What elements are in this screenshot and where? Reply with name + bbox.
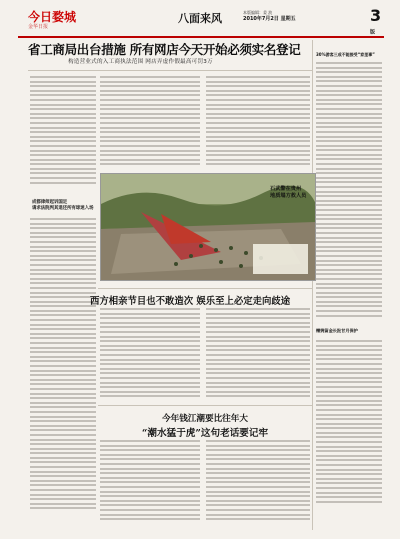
logo-text: 今日婺城 xyxy=(28,10,77,24)
article-headline-variety-show: 西方相亲节目也不敢造次 娱乐至上必定走向歧途 xyxy=(90,296,291,307)
column-divider-right xyxy=(312,40,313,530)
mid-column-b xyxy=(206,308,310,400)
editor-line: 本版编辑：姜 波 xyxy=(243,10,273,15)
mid-column-a xyxy=(100,308,200,400)
article-subheadline-tide: “潮水猛于虎”这句老话要记牢 xyxy=(141,428,269,439)
section-name: 八面来风 xyxy=(178,12,222,25)
masthead-info xyxy=(243,10,363,22)
bottom-column-a xyxy=(100,440,200,523)
mid-rule xyxy=(98,405,312,406)
sub-headline: 构造营业式的入工商执法范围 网店弄虚作假最高可罚3万 xyxy=(68,59,213,65)
page-number: $3^版$ xyxy=(370,6,382,36)
main-headline: 省工商局出台措施 所有网店今天开始必须实名登记 xyxy=(28,42,301,57)
photo-caption: 石武警在贵州 地质塌方救人员 xyxy=(270,186,307,199)
newspaper-logo xyxy=(28,8,78,28)
masthead xyxy=(18,6,384,38)
left-column-text-2 xyxy=(30,218,96,512)
right-column-text-2 xyxy=(316,340,382,505)
issue-date: 2010年7月2日 星期五 xyxy=(243,16,296,22)
headline-rule xyxy=(28,70,312,71)
left-column-text xyxy=(30,76,96,186)
center-column-a xyxy=(100,76,200,168)
bottom-column-b xyxy=(206,440,310,523)
photo-rule xyxy=(98,288,312,289)
right-article-headline-1: 30%游客三成不能接受“家里事” xyxy=(316,52,375,57)
right-column-text xyxy=(316,62,382,319)
logo-subtext: 金华日报 xyxy=(28,24,49,30)
left-article-headline: 成都律师起诉国足 请求法院判其退还所有球迷入场 xyxy=(32,200,94,211)
right-article-headline-2: 赠婉留金长批甘月保护 xyxy=(316,328,358,333)
article-headline-tide: 今年钱江潮要比往年大 xyxy=(162,414,248,424)
center-column-b xyxy=(206,76,310,168)
